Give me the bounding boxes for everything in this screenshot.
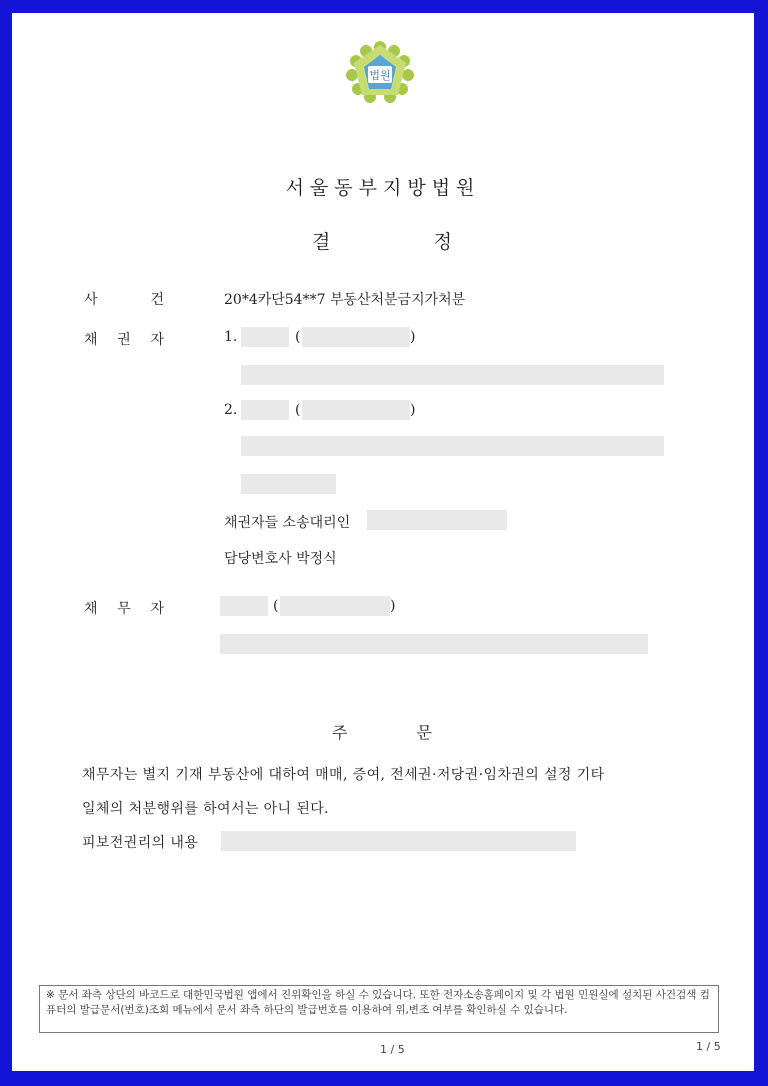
court-name: 서울동부지방법원 bbox=[285, 177, 481, 199]
debtor-label: 채 무 자 bbox=[84, 601, 164, 617]
redacted-creditor-2-address-cont bbox=[241, 474, 336, 494]
creditor-2-number: 2. bbox=[224, 402, 238, 418]
verification-notice: ※ 문서 좌측 상단의 바코드로 대한민국법원 앱에서 진위확인을 하실 수 있습니다. 또한 전자소송홈페이지 및 각 법원 민원실에 설치된 사건검색 컴퓨터의 발급문서(번호)조회 메뉴에서 문서 좌측 하단의 발급번호를 이용하여 위,변조 여부를 확인하실 수 있습니다. bbox=[39, 985, 719, 1033]
redacted-preserved-right bbox=[221, 831, 576, 851]
close-paren: ) bbox=[410, 402, 416, 418]
emblem-label: 법원 bbox=[369, 69, 391, 82]
redacted-creditor-2-id bbox=[302, 400, 410, 420]
order-line-2: 일체의 처분행위를 하여서는 아니 된다. bbox=[82, 801, 330, 817]
agent-label: 채권자들 소송대리인 bbox=[224, 515, 351, 531]
preserved-right-label: 피보전권리의 내용 bbox=[82, 835, 199, 851]
redacted-creditor-1-address bbox=[241, 365, 664, 385]
court-emblem-icon bbox=[344, 39, 416, 111]
case-number: 20*4카단54**7 부동산처분금지가처분 bbox=[224, 292, 466, 308]
page-number-center: 1 / 5 bbox=[380, 1043, 405, 1056]
open-paren: ( bbox=[295, 329, 301, 345]
order-line-1: 채무자는 별지 기재 부동산에 대하여 매매, 증여, 전세권·저당권·임차권의 설정 기타 bbox=[82, 767, 605, 783]
redacted-creditor-2-address bbox=[241, 436, 664, 456]
document-page bbox=[12, 13, 754, 1071]
close-paren: ) bbox=[390, 598, 396, 614]
open-paren: ( bbox=[273, 598, 279, 614]
order-title: 주 문 bbox=[332, 723, 432, 742]
open-paren: ( bbox=[295, 402, 301, 418]
redacted-agent-name bbox=[367, 510, 507, 530]
page-number-right: 1 / 5 bbox=[696, 1040, 721, 1053]
redacted-debtor-id bbox=[280, 596, 390, 616]
close-paren: ) bbox=[410, 329, 416, 345]
case-label: 사 건 bbox=[84, 292, 164, 308]
redacted-creditor-1-name bbox=[241, 327, 289, 347]
redacted-debtor-address bbox=[220, 634, 648, 654]
redacted-creditor-2-name bbox=[241, 400, 289, 420]
creditor-label: 채 권 자 bbox=[84, 332, 164, 348]
document-type: 결 정 bbox=[312, 231, 452, 253]
lawyer-name: 담당변호사 박정식 bbox=[224, 551, 337, 567]
redacted-creditor-1-id bbox=[302, 327, 410, 347]
creditor-1-number: 1. bbox=[224, 329, 238, 345]
redacted-debtor-name bbox=[220, 596, 268, 616]
